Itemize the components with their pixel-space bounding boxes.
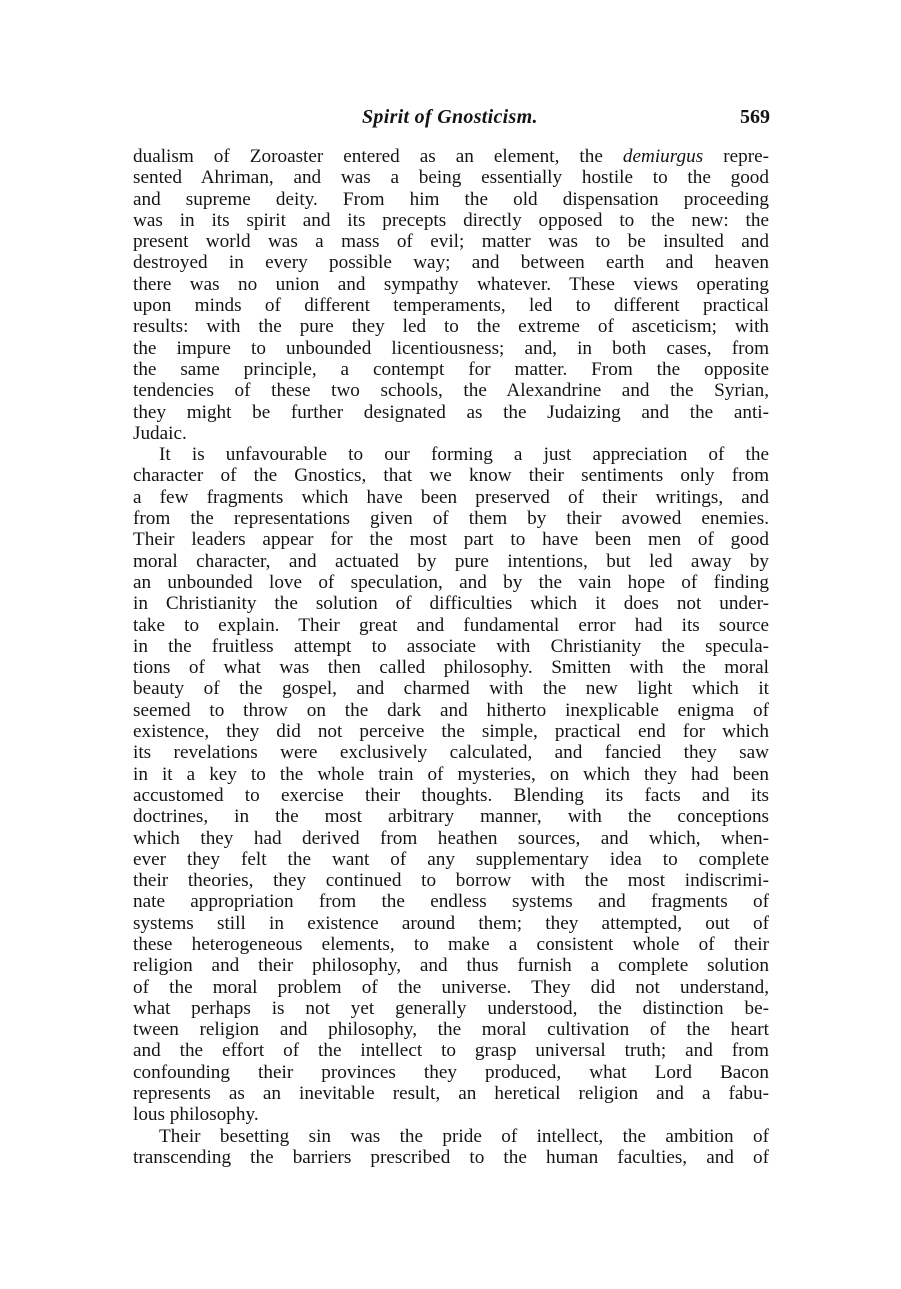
text-line: accustomed to exercise their thoughts. Blending its facts and its — [133, 784, 769, 806]
text-line: the impure to unbounded licentiousness; and, in both cases, from — [133, 337, 769, 359]
text-line: Their besetting sin was the pride of intellect, the ambition of — [159, 1125, 769, 1147]
text-line: seemed to throw on the dark and hitherto inexplicable enigma of — [133, 699, 769, 721]
paragraph — [133, 444, 769, 1126]
running-title: Spirit of Gnosticism. — [362, 106, 538, 128]
text-line: in Christianity the solution of difficulties which it does not under- — [133, 593, 769, 615]
text-line: was in its spirit and its precepts directly opposed to the new: the — [133, 209, 769, 231]
text-line: destroyed in every possible way; and between earth and heaven — [133, 252, 769, 274]
text-line: existence, they did not perceive the simple, practical end for which — [133, 721, 769, 743]
paragraph — [133, 146, 769, 444]
italic-term: demiurgus — [622, 146, 704, 167]
text-line: character of the Gnostics, that we know their sentiments only from — [133, 465, 769, 487]
paragraph — [133, 1126, 769, 1169]
text-line: religion and their philosophy, and thus furnish a complete solution — [133, 955, 769, 977]
text-line: It is unfavourable to our forming a just appreciation of the — [159, 444, 769, 466]
text-line: take to explain. Their great and fundamental error had its source — [133, 614, 769, 636]
page-header — [130, 106, 770, 136]
text-line: in the fruitless attempt to associate with Christianity the specula- — [133, 635, 769, 657]
text-line: its revelations were exclusively calculated, and fancied they saw — [133, 742, 769, 764]
text-line: these heterogeneous elements, to make a consistent whole of their — [133, 933, 769, 955]
text-line: moral character, and actuated by pure intentions, but led away by — [133, 550, 769, 572]
text-line: transcending the barriers prescribed to the human faculties, and of — [133, 1146, 769, 1168]
text-line: nate appropriation from the endless systems and fragments of — [133, 891, 769, 913]
text-line: lous philosophy. — [133, 1104, 259, 1126]
text-line: results: with the pure they led to the extreme of asceticism; with — [133, 316, 769, 338]
text-line: tween religion and philosophy, the moral cultivation of the heart — [133, 1019, 769, 1041]
text-line: their theories, they continued to borrow with the most indiscrimi- — [133, 870, 769, 892]
text-line: dualism of Zoroaster entered as an element, the demiurgus repre- — [133, 146, 769, 167]
text-line: present world was a mass of evil; matter was to be insulted and — [133, 231, 769, 253]
text-line: tions of what was then called philosophy. Smitten with the moral — [133, 657, 769, 679]
text-line: tendencies of these two schools, the Alexandrine and the Syrian, — [133, 380, 769, 402]
text-line: a few fragments which have been preserved of their writings, and — [133, 486, 769, 508]
text-line: there was no union and sympathy whatever. These views operating — [133, 273, 769, 295]
text-line: they might be further designated as the Judaizing and the anti- — [133, 401, 769, 423]
text-line: doctrines, in the most arbitrary manner, with the conceptions — [133, 806, 769, 828]
text-line: systems still in existence around them; they attempted, out of — [133, 912, 769, 934]
text-line: an unbounded love of speculation, and by the vain hope of finding — [133, 571, 769, 593]
text-line: ever they felt the want of any supplementary idea to complete — [133, 848, 769, 870]
text-line: and the effort of the intellect to grasp universal truth; and from — [133, 1040, 769, 1062]
text-line: sented Ahriman, and was a being essentially hostile to the good — [133, 167, 769, 189]
text-line: and supreme deity. From him the old dispensation proceeding — [133, 188, 769, 210]
page-number: 569 — [740, 106, 770, 128]
text-line: upon minds of different temperaments, led to different practical — [133, 295, 769, 317]
text-line: confounding their provinces they produced, what Lord Bacon — [133, 1061, 769, 1083]
text-line: the same principle, a contempt for matter. From the opposite — [133, 358, 769, 380]
text-line: from the representations given of them by their avowed enemies. — [133, 508, 769, 530]
text-line: Their leaders appear for the most part to have been men of good — [133, 529, 769, 551]
text-line: of the moral problem of the universe. They did not understand, — [133, 976, 769, 998]
text-line: what perhaps is not yet generally understood, the distinction be- — [133, 997, 769, 1019]
text-line: in it a key to the whole train of mysteries, on which they had been — [133, 763, 769, 785]
text-line: which they had derived from heathen sources, and which, when- — [133, 827, 769, 849]
body-text — [133, 146, 769, 1168]
text-line: Judaic. — [133, 422, 187, 444]
text-line: beauty of the gospel, and charmed with the new light which it — [133, 678, 769, 700]
text-line: represents as an inevitable result, an heretical religion and a fabu- — [133, 1083, 769, 1105]
